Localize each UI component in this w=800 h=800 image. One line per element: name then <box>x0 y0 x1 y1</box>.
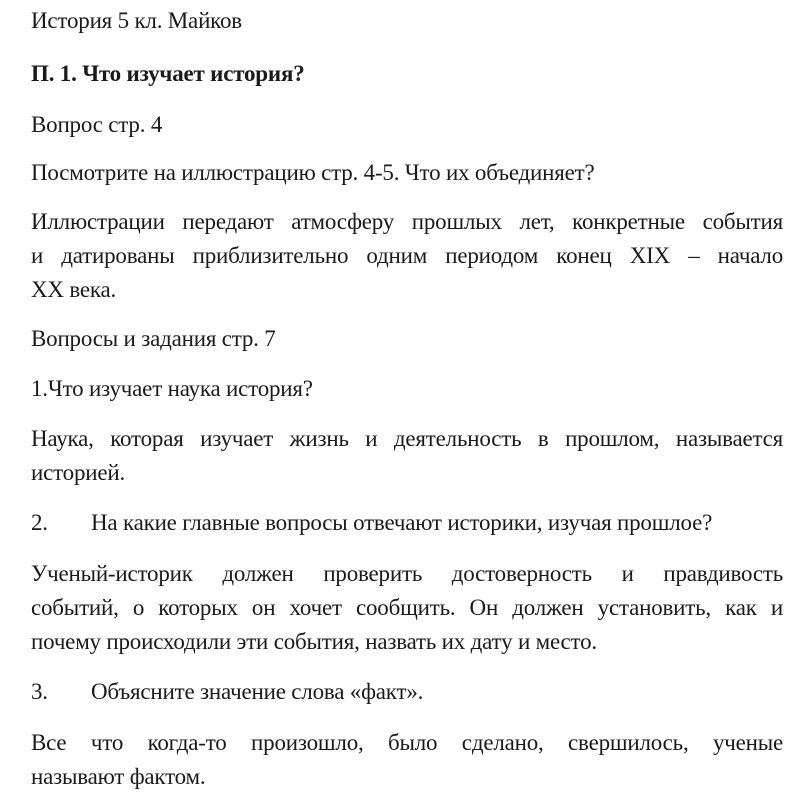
question-number: 3. <box>31 679 48 704</box>
answer-line: событий, о которых он хочет сообщить. Он должен установить, как и <box>31 595 783 620</box>
question: Посмотрите на иллюстрацию стр. 4-5. Что их объединяет? <box>31 160 595 185</box>
answer-line: XX века. <box>31 277 117 302</box>
answer-line: называют фактом. <box>31 764 206 789</box>
answer-line: и датированы приблизительно одним периодом конец XIX – начало <box>31 243 783 268</box>
answer-line: Наука, которая изучает жизнь и деятельность в прошлом, называется <box>31 426 783 451</box>
section-title: П. 1. Что изучает история? <box>31 61 305 86</box>
answer-line: историей. <box>31 460 126 485</box>
question-text: На какие главные вопросы отвечают историки, изучая прошлое? <box>91 510 713 535</box>
question-number: 2. <box>31 510 48 535</box>
subheading: Вопрос стр. 4 <box>31 112 163 137</box>
answer-line: почему происходили эти события, назвать их дату и место. <box>31 629 597 654</box>
numbered-question <box>31 506 783 540</box>
answer-line: Все что когда-то произошло, было сделано, свершилось, ученые <box>31 730 783 755</box>
subheading: Вопросы и задания стр. 7 <box>31 326 276 351</box>
numbered-question <box>31 675 783 709</box>
document-header: История 5 кл. Майков <box>31 8 242 33</box>
answer-line: Ученый-историк должен проверить достоверность и правдивость <box>31 561 783 586</box>
answer-line: Иллюстрации передают атмосферу прошлых лет, конкретные события <box>31 209 783 234</box>
question: 1.Что изучает наука история? <box>31 376 313 401</box>
question-text: Объясните значение слова «факт». <box>91 679 424 704</box>
